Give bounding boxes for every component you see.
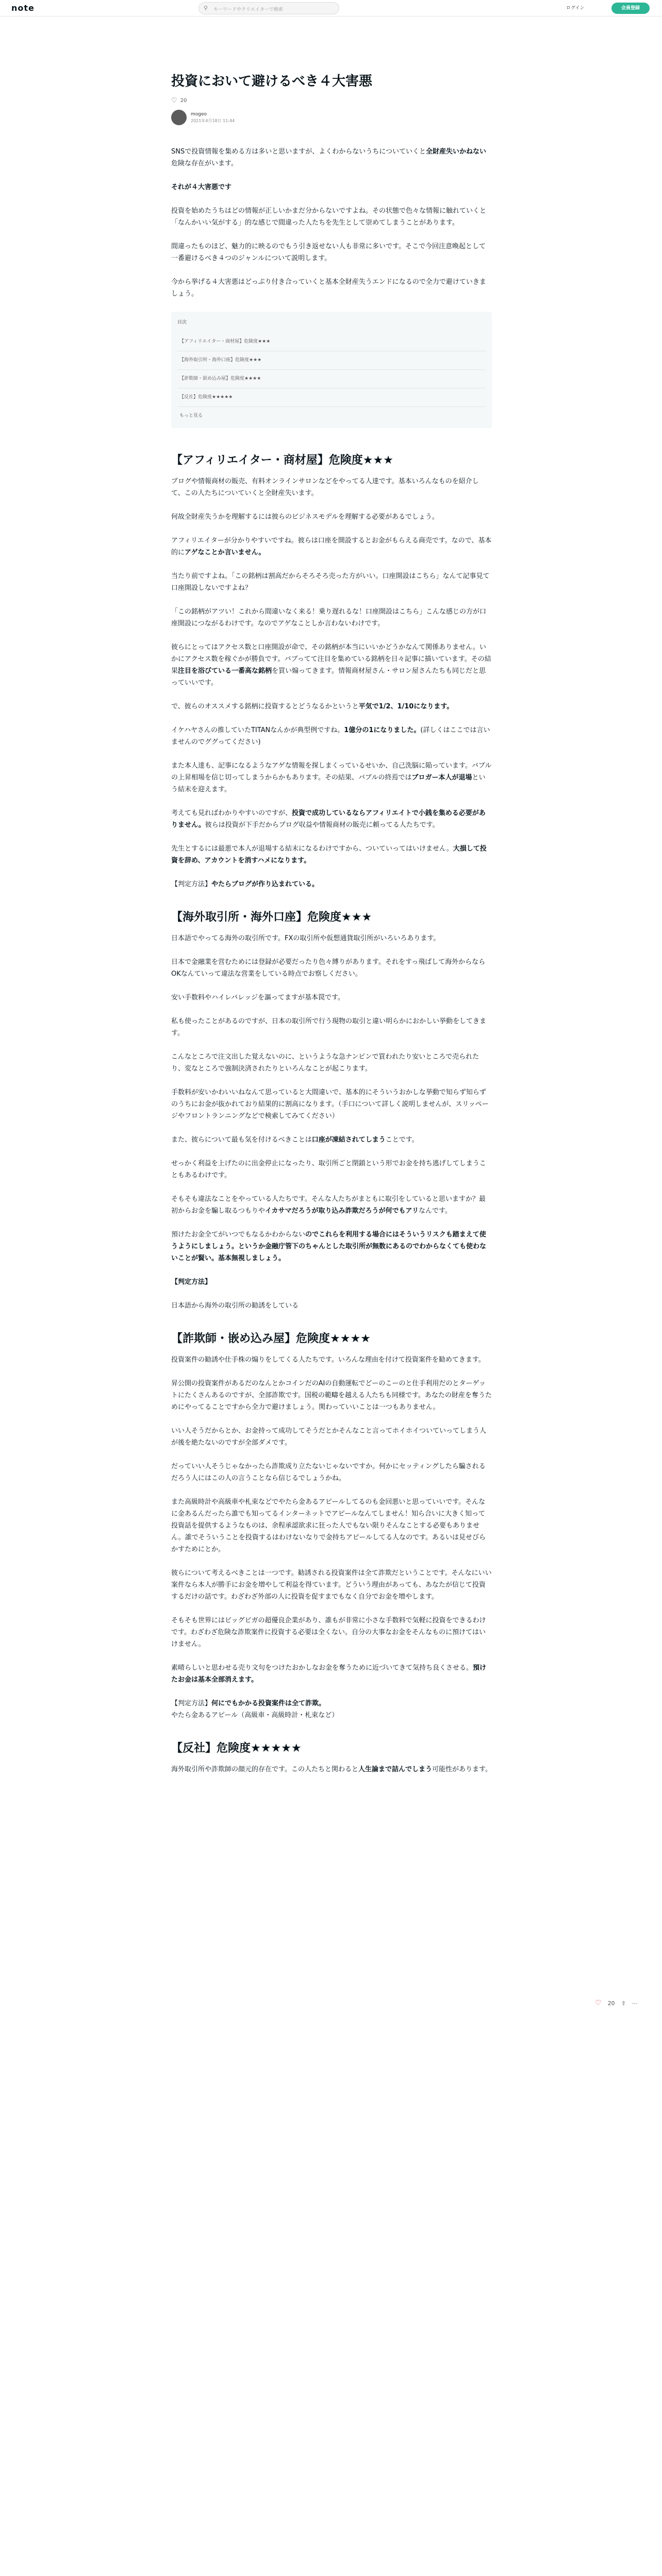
toc-item[interactable]: 【海外取引所・海外口座】危険度★★★	[177, 351, 486, 370]
text-run: 口座が凍結されてしまう	[311, 1136, 386, 1144]
text-run: 彼らは投資が下手だからブログ収益や情報商材の販売に頼ってる人たちです。	[205, 821, 439, 829]
floating-actions	[595, 1999, 638, 2007]
paragraph	[171, 1461, 492, 1484]
text-run: 何にでもかかる投資案件は全て詐欺。	[211, 1700, 326, 1707]
text-run: 全財産失いかねない	[425, 148, 486, 156]
paragraph	[171, 1015, 492, 1039]
more-icon[interactable]: ⋯	[632, 1999, 638, 2007]
text-run: だっていい人そうじゃなかったら詐欺成り立たないじゃないですか。何かにセッティングしたら騙されるだろう人にはこの人の言うことなら信じるでしょうかね。	[171, 1463, 486, 1482]
paragraph	[171, 1354, 492, 1366]
paragraph	[171, 933, 492, 944]
text-run: イケハヤさんの推していたTITANなんかが典型例ですね。	[171, 726, 344, 734]
text-run: せっかく利益を上げたのに出金停止になったり、取引所ごと閉鎖という形でお金を持ち逃げしてしまうこともあるわけです。	[171, 1160, 486, 1179]
paragraph	[171, 511, 492, 523]
text-run: いい人そうだからとか、お金持って成功してそうだとかそんなこと言ってホイホイついていってしまう人が後を絶たないのですが全部ダメです。	[171, 1427, 487, 1447]
paragraph	[171, 535, 492, 558]
paragraph	[171, 992, 492, 1004]
search-input[interactable]	[198, 2, 339, 14]
paragraph	[171, 724, 492, 748]
share-icon[interactable]: ⇪	[621, 1999, 626, 2007]
text-run: 可能性があります。	[432, 1766, 492, 1773]
text-run: 投資を始めたうちはどの情報が正しいかまだ分からないですよね。その状態で色々な情報に触れていくと「なんかいい気がする」的な感じで間違った人たちを先生として崇めてしまうことがあります。	[171, 207, 487, 227]
floating-like-count: 20	[607, 1999, 615, 2007]
text-run: ブログや情報商材の販売、有料オンラインサロンなどをやってる人達です。基本いろんなものを紹介して、この人たちについていくと全財産失います。	[171, 478, 479, 497]
text-run: 投資で成功しているならアフィリエイトで小銭を集める必要がありません。	[171, 809, 486, 829]
text-run: 平気で1/2、1/10になります。	[358, 703, 454, 710]
section-heading: 【海外取引所・海外口座】危険度★★★	[171, 911, 372, 924]
text-run: という結末を迎えます。	[171, 774, 486, 793]
text-run: 昇公開の投資案件があるだのなんとかコインだのAIの自動運転でどーのこーのと仕手利用だのとターゲットにたくさんあるのですが、全部詐欺です。国税の範疇を越える人たちも同様です。あなたの財産を奪うためにやってることですから全力で避けましょう。関わっていいことは一つもありません。	[171, 1380, 492, 1411]
toc-item[interactable]: 【アフィリエイター・商材屋】危険度★★★	[177, 333, 486, 351]
paragraph	[171, 205, 492, 229]
paragraph	[171, 1158, 492, 1181]
heart-icon[interactable]: ♡	[595, 1999, 602, 2007]
text-run: で、彼らのオススメする銘柄に投資するとどうなるかというと	[171, 703, 359, 710]
text-run: 1億分の1になりました。	[344, 726, 421, 734]
text-run: 彼らにとってはアクセス数と口座開設が命で、その銘柄が本当にいいかどうかなんて関係ありません。いかにアクセス数を稼ぐかが勝負です。バブってて注目を集めている銘柄を日々記事に描いています。その結果	[171, 643, 491, 675]
table-of-contents	[171, 312, 492, 428]
paragraph	[171, 1087, 492, 1122]
paragraph	[171, 1662, 492, 1686]
paragraph	[171, 1300, 492, 1312]
paragraph	[171, 476, 492, 499]
paragraph	[171, 1567, 492, 1603]
text-run: 預けたお金全てがいつでもなるかわからない	[171, 1231, 306, 1239]
intro	[171, 146, 492, 300]
paragraph	[171, 701, 492, 713]
text-run: 日本語でやってる海外の取引所です。FXの取引所や仮想通貨取引所がいろいろあります。	[171, 935, 440, 942]
text-run: 先生とするには最悪で本人が退場する結末になるわけですから、ついていってはいけません。	[171, 845, 453, 853]
toc-heading: 目次	[177, 320, 187, 325]
paragraph	[171, 1229, 492, 1264]
paragraph	[171, 1276, 492, 1288]
text-run: 考えても見ればわかりやすいのですが、	[171, 809, 292, 817]
text-run: やたら金あるアピール（高級車・高級時計・札束など）	[171, 1711, 339, 1719]
paragraph	[171, 606, 492, 630]
text-run: 【判定方法】	[171, 880, 212, 888]
toc-more-link[interactable]: もっと見る	[179, 413, 203, 418]
text-run: また高級時計や高級車や札束などでやたら金あるアピールしてるのも金回悪いと思っていいです。そんなに金あるんだったら誰でも知ってるインターネットでアピールなんてしません！知ら合いに大きく知って投資話を提供するようなものは、余程承認欲求に狂った人でもない限りそんなことする必要もありません。誰でそういうことを投資するはわけないなりで金持ちアピールしてる人なのです。あるいは見せびらかすためにとか。	[171, 1498, 486, 1553]
paragraph	[171, 241, 492, 264]
text-run: 大損して投資を辞め、アカウントを消すハメになります。	[171, 845, 487, 865]
note-logo[interactable]: note	[11, 3, 35, 13]
text-run: 間違ったものほど、魅力的に映るのでもう引き返せない人も非常に多いです。そこで今回注意喚起として一番避けるべき４つのジャンルについて説明します。	[171, 243, 486, 262]
avatar[interactable]	[171, 110, 187, 125]
paragraph	[171, 1193, 492, 1217]
paragraph	[171, 956, 492, 980]
text-run: 人生論まで詰んでしまう	[358, 1766, 432, 1773]
login-button[interactable]: ログイン	[566, 6, 585, 11]
paragraph	[171, 1378, 492, 1413]
publish-date: 2021年4月18日 11:44	[191, 118, 235, 123]
text-run: 日本語から海外の取引所の勧誘をしている	[171, 1302, 299, 1310]
text-run: そもそも違法なことをやっている人たちです。そんな人たちがまともに取引をしていると思いますか？最初からお金を騙し取るつもりや	[171, 1195, 486, 1215]
paragraph	[171, 1615, 492, 1650]
paragraph	[171, 641, 492, 689]
text-run: イカサマだろうが取り込み詐欺だろうが何でもアリ	[264, 1207, 419, 1215]
like-count: 20	[180, 98, 187, 104]
text-run: を買い煽ってきます。情報商材屋さん・サロン屋さんたちも同じだと思っていいです。	[171, 667, 486, 687]
text-run: 投資案件の勧誘や仕手株の煽りをしてくる人たちです。いろんな理由を付けて投資案件を勧めてきます。	[171, 1356, 485, 1364]
paragraph	[171, 1051, 492, 1075]
text-run: 手数料が安いかわいいねなんて思っていると大間違いで、基本的にそういうおかしな挙動で知らず知らずのうちにお金が抜かれており結果的に割高になります。（手口について詳しく説明しませんが、スリッページやフロントランニングなどで検索してみてください）	[171, 1089, 489, 1120]
text-run: (詳しくはここでは言いませんのでググってください)	[171, 726, 490, 746]
paragraph	[171, 1425, 492, 1449]
text-run: 注目を浴びている一番高な銘柄	[178, 667, 272, 675]
text-run: 「この銘柄がアツい！これから間違いなく来る！乗り遅れるな！口座開設はこちら」こんな感じの方が口座開設につながるわけです。なのでアゲなことしか言わないわけです。	[171, 608, 487, 628]
paragraph	[171, 276, 492, 300]
signup-button[interactable]: 会員登録	[611, 3, 650, 14]
text-run: こんなところで注文出した覚えないのに、というような急ナンピンで買われたり安いところで売られたり、変なところで強制決済されたりといろんなことが起こります。	[171, 1053, 479, 1073]
text-run: アゲなことか言いません。	[185, 549, 266, 556]
text-run: ことです。	[385, 1136, 419, 1144]
section-heading: 【反社】危険度★★★★★	[171, 1742, 302, 1755]
text-run: ブロガー本人が退場	[411, 774, 472, 782]
text-run: 素晴らしいと思わせる売り文句をつけたおかしなお金を奪うために近づいてきて気持ち良くさせる。	[171, 1664, 473, 1672]
text-run: アフィリエイターが分かりやすいですね。彼らは口座を開設するとお金がもらえる商売です。なので、基本的に	[171, 537, 492, 556]
text-run: それが４大害悪です	[171, 183, 232, 191]
paragraph	[171, 1496, 492, 1555]
section-heading: 【アフィリエイター・商材屋】危険度★★★	[171, 454, 393, 467]
search-icon: ⚲	[204, 5, 208, 11]
paragraph	[171, 843, 492, 867]
paragraph	[171, 807, 492, 831]
author-info	[171, 110, 492, 125]
text-run: 海外取引所や詐欺師の顔元的存在です。この人たちと関わると	[171, 1766, 358, 1773]
text-run: 何故全財産失うかを理解するには彼らのビジネスモデルを理解する必要があるでしょう。	[171, 513, 439, 521]
text-run: 預けたお金は基本全部消えます。	[171, 1664, 487, 1684]
text-run: 日本で金融業を営むためには登録が必要だったり色々縛りがあります。それをすっ飛ばして海外からならOKなんていって違法な営業をしている時点でお察しください。	[171, 958, 486, 978]
like-summary	[171, 97, 492, 105]
paragraph	[171, 1134, 492, 1146]
text-run: なんです。	[418, 1207, 452, 1215]
text-run: 安い手数料やハイレバレッジを謳ってますが基本罠です。	[171, 994, 344, 1002]
text-run: 【判定方法】	[171, 1700, 212, 1707]
section-heading: 【詐欺師・嵌め込み屋】危険度★★★★	[171, 1332, 371, 1345]
article-title: 投資において避けるべき４大害悪	[171, 74, 373, 89]
paragraph	[171, 1698, 492, 1721]
paragraph	[171, 146, 492, 170]
author-name[interactable]: mogeo	[191, 111, 207, 117]
toc-item[interactable]: 【詐欺師・嵌め込み屋】危険度★★★★	[177, 370, 486, 388]
text-run: SNSで投資情報を集める方は多いと思いますが、よくわからないうちについていくと	[171, 148, 426, 156]
paragraph	[171, 1764, 492, 1775]
heart-icon[interactable]: ♡	[171, 97, 177, 105]
text-run: 私も使ったことがあるのですが、日本の取引所で行う現物の取引と違い明らかにおかしい挙動をしてきます。	[171, 1018, 487, 1037]
paragraph	[171, 570, 492, 594]
toc-item[interactable]: 【反社】危険度★★★★★	[177, 388, 486, 407]
article-body	[171, 146, 492, 1775]
sections	[171, 452, 492, 1775]
text-run: 【判定方法】	[171, 1278, 212, 1286]
text-run: 危険な存在がいます。	[171, 160, 238, 167]
search-placeholder: キーワードやクリエイターで検索	[213, 7, 283, 12]
text-run: そもそも世界にはビッグビガの超優良企業があり、誰もが非常に小さな手数料で気軽に投資をできるわけです。わざわざ危険な詐欺案件に投資する必要は全くない。自分の大事なお金をそんなものに預けてはいけません。	[171, 1617, 486, 1648]
text-run: やたらブログが作り込まれている。	[211, 880, 319, 888]
text-run: 彼らについて考えるべきことは一つです。勧誘される投資案件は全て詐欺だということです。そんなにいい案件なら本人が勝手にお金を増やして利益を得ています。どういう理由があっても、あなたが信じて投資するだけの話です。わざわざ外部の人に投資を促すまでもなく自分でお金を増やします。	[171, 1569, 492, 1601]
article	[171, 72, 492, 1787]
text-run: 今から挙げる４大害悪はどっぷり付き合っていくと基本全財産失うエンドになるので全力で避けていきましょう。	[171, 278, 486, 298]
paragraph	[171, 878, 492, 890]
text-run: のでこれらを利用する場合にはそういうリスクも踏まえて使うようにしましょう。というか金融庁管下のちゃんとした取引所が無数にあるのでわからなくても使わないことが賢い。基本無視しましょう。	[171, 1231, 487, 1262]
paragraph	[171, 760, 492, 795]
site-header	[0, 0, 662, 16]
text-run: また、彼らについて最も気を付けるべきことは	[171, 1136, 312, 1144]
paragraph	[171, 181, 492, 193]
text-run: また本人達も、記事になるようなアゲな情報を探しまくっているせいか、自己洗脳に陥っています。バブルの上昇相場を信じ切ってしまうからかもあります。その結果、バブルの終焉では	[171, 762, 492, 782]
text-run: 当たり前ですよね。「この銘柄は割高だからそろそろ売った方がいい。口座開設はこちら」なんて記事見て口座開設しないですよね？	[171, 572, 490, 592]
